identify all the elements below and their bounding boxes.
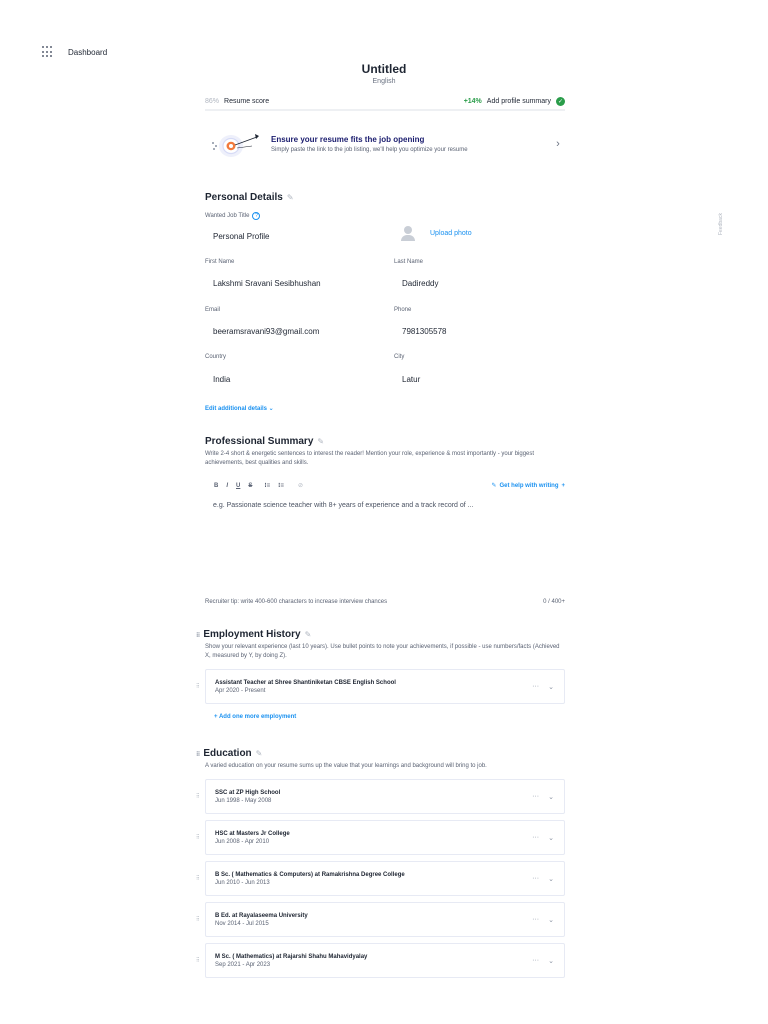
employment-heading: Employment History — [203, 629, 301, 640]
underline-icon[interactable]: U — [236, 482, 241, 489]
link-icon[interactable]: ⊘ — [297, 483, 303, 489]
chevron-down-icon[interactable]: ⌄ — [548, 834, 554, 842]
job-title-field[interactable]: Personal Profile — [205, 226, 385, 246]
score-label: Resume score — [224, 98, 270, 105]
character-counter: 0 / 400+ — [543, 599, 565, 605]
sparkle-icon: ✎ — [491, 483, 497, 489]
education-title — [196, 748, 262, 759]
upload-photo[interactable] — [400, 225, 472, 241]
menu-grid-icon[interactable] — [42, 46, 54, 58]
employment-item-title: Assistant Teacher at Shree Shantiniketan CBSE English School — [215, 679, 396, 686]
first-name-field[interactable]: Lakshmi Sravani Sesibhushan — [205, 273, 385, 293]
score-boost[interactable] — [464, 97, 565, 106]
last-name-label: Last Name — [394, 259, 424, 265]
summary-editor[interactable] — [205, 478, 565, 588]
drag-handle-icon[interactable]: ⁝⁝ — [196, 957, 199, 964]
job-title-label-row — [205, 212, 260, 220]
city-label: City — [394, 354, 405, 360]
employment-title — [196, 629, 311, 640]
education-item-title: B Sc. ( Mathematics & Computers) at Ramakrishna Degree College — [215, 871, 405, 878]
chevron-down-icon[interactable]: ⌄ — [548, 957, 554, 965]
country-label: Country — [205, 354, 227, 360]
personal-details-title — [205, 192, 294, 203]
education-item-dates: Jun 2010 - Jun 2013 — [215, 879, 270, 886]
drag-handle-icon[interactable]: ⁝⁝ — [196, 834, 199, 841]
drag-handle-icon[interactable]: ⁝⁝ — [196, 750, 200, 758]
phone-label: Phone — [394, 307, 412, 313]
get-help-writing-button[interactable] — [491, 482, 565, 489]
email-field[interactable]: beeramsravani93@gmail.com — [205, 321, 385, 341]
score-boost-label: Add profile summary — [486, 98, 551, 105]
more-icon[interactable]: ··· — [532, 875, 540, 882]
more-icon[interactable]: ··· — [532, 957, 540, 964]
city-field[interactable]: Latur — [394, 369, 565, 389]
bold-icon[interactable]: B — [214, 482, 219, 489]
banner-subtitle: Simply paste the link to the job listing, we'll help you optimize your resume — [271, 147, 468, 153]
employment-item-dates: Apr 2020 - Present — [215, 687, 266, 694]
resume-score-row — [205, 97, 565, 106]
italic-icon[interactable]: I — [226, 482, 229, 489]
education-item-title: M Sc. ( Mathematics) at Rajarshi Shahu Mahavidyalay — [215, 953, 368, 960]
pencil-icon[interactable]: ✎ — [304, 630, 312, 639]
last-name-field[interactable]: Dadireddy — [394, 273, 565, 293]
job-fit-banner[interactable] — [205, 122, 565, 166]
chevron-down-icon[interactable]: ⌄ — [548, 683, 554, 691]
plus-icon: + — [561, 482, 565, 489]
edit-additional-details-link[interactable]: Edit additional details ⌄ — [205, 406, 274, 412]
employment-item[interactable] — [205, 669, 565, 704]
employment-description: Show your relevant experience (last 10 years). Use bullet points to note your achievements, if possible - use numbers/facts (Achieved X, measured by Y, by doing Z). — [205, 644, 560, 659]
education-item-dates: Nov 2014 - Jul 2015 — [215, 920, 269, 927]
upload-photo-label: Upload photo — [430, 229, 472, 237]
education-item-dates: Jun 1998 - May 2008 — [215, 797, 272, 804]
avatar-placeholder-icon — [400, 225, 416, 241]
score-boost-value: +14% — [463, 98, 482, 105]
personal-details-heading: Personal Details — [205, 192, 283, 203]
top-nav — [42, 46, 107, 58]
more-icon[interactable]: ··· — [532, 834, 540, 841]
target-illustration-icon — [205, 124, 265, 164]
education-item-title: HSC at Masters Jr College — [215, 830, 290, 837]
banner-title: Ensure your resume fits the job opening — [271, 135, 425, 144]
add-employment-button[interactable]: + Add one more employment — [214, 714, 297, 720]
document-title[interactable]: Untitled — [361, 62, 407, 76]
country-field[interactable]: India — [205, 369, 385, 389]
education-item-title: SSC at ZP High School — [215, 789, 281, 796]
education-item[interactable] — [205, 943, 565, 978]
more-icon[interactable]: ··· — [532, 793, 540, 800]
education-item[interactable] — [205, 861, 565, 896]
education-item[interactable] — [205, 820, 565, 855]
education-item-dates: Sep 2021 - Apr 2023 — [215, 961, 271, 968]
email-label: Email — [205, 307, 221, 313]
education-item-dates: Jun 2008 - Apr 2010 — [215, 838, 270, 845]
document-language[interactable]: English — [372, 78, 396, 85]
more-icon[interactable]: ··· — [532, 683, 540, 690]
numbered-list-icon[interactable]: ⁝≡ — [264, 483, 271, 489]
chevron-right-icon[interactable]: › — [556, 138, 560, 150]
strikethrough-icon[interactable]: S — [248, 482, 253, 489]
summary-title — [205, 436, 324, 447]
summary-heading: Professional Summary — [205, 436, 314, 447]
recruiter-tip: Recruiter tip: write 400-600 characters to increase interview chances — [205, 599, 388, 605]
more-icon[interactable]: ··· — [532, 916, 540, 923]
summary-placeholder: e.g. Passionate science teacher with 8+ years of experience and a track record of ... — [213, 502, 474, 509]
dashboard-link[interactable]: Dashboard — [68, 47, 108, 57]
drag-handle-icon[interactable]: ⁝⁝ — [196, 875, 199, 882]
score-percent: 86% — [205, 98, 220, 105]
pencil-icon[interactable]: ✎ — [317, 437, 325, 446]
score-progress-bar — [205, 109, 565, 111]
recruiter-tip-row — [205, 599, 565, 605]
education-item[interactable] — [205, 902, 565, 937]
education-item[interactable] — [205, 779, 565, 814]
drag-handle-icon[interactable]: ⁝⁝ — [196, 631, 200, 639]
check-circle-icon: ✓ — [557, 99, 564, 105]
first-name-label: First Name — [205, 259, 235, 265]
pencil-icon[interactable]: ✎ — [255, 749, 263, 758]
phone-field[interactable]: 7981305578 — [394, 321, 565, 341]
chevron-down-icon[interactable]: ⌄ — [548, 916, 554, 924]
editor-toolbar — [205, 482, 565, 489]
chevron-down-icon[interactable]: ⌄ — [548, 793, 554, 801]
drag-handle-icon[interactable]: ⁝⁝ — [196, 683, 199, 690]
education-heading: Education — [203, 748, 252, 759]
chevron-down-icon[interactable]: ⌄ — [548, 875, 554, 883]
feedback-tab[interactable]: Feedback — [718, 213, 724, 235]
education-item-title: B Ed. at Rayalaseema University — [215, 912, 308, 919]
pencil-icon[interactable]: ✎ — [286, 193, 294, 202]
info-icon[interactable]: ? — [252, 212, 260, 220]
education-description: A varied education on your resume sums up the value that your learnings and background will bring to job. — [205, 763, 487, 769]
drag-handle-icon[interactable]: ⁝⁝ — [196, 916, 199, 923]
drag-handle-icon[interactable]: ⁝⁝ — [196, 793, 199, 800]
get-help-label: Get help with writing — [499, 482, 559, 489]
job-title-label: Wanted Job Title — [205, 213, 250, 219]
bulleted-list-icon[interactable]: ⁝≡ — [278, 483, 284, 489]
summary-description: Write 2-4 short & energetic sentences to interest the reader! Mention your role, experience & most importantly - your biggest achievements, best qualities and skills. — [205, 451, 535, 466]
